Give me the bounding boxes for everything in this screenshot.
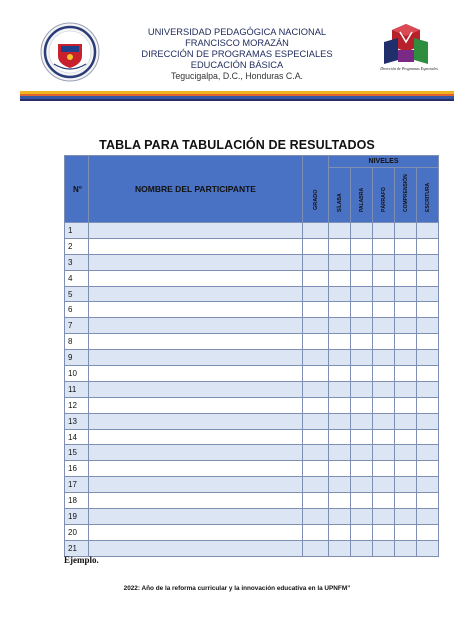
comprension-cell[interactable] [395,429,417,445]
parrafo-cell[interactable] [373,270,395,286]
column-header-name: NOMBRE DEL PARTICIPANTE [89,156,303,223]
participant-name-cell[interactable] [89,286,303,302]
table-row [65,509,439,525]
parrafo-cell[interactable] [373,223,395,239]
palabra-cell[interactable] [351,493,373,509]
color-stripe [20,99,454,102]
comprension-cell[interactable] [395,397,417,413]
page-title: TABLA PARA TABULACIÓN DE RESULTADOS [99,138,375,152]
table-row [65,366,439,382]
palabra-cell[interactable] [351,509,373,525]
results-table [64,155,439,557]
comprension-cell[interactable] [395,461,417,477]
comprension-cell[interactable] [395,493,417,509]
silaba-cell[interactable] [329,302,351,318]
header-color-stripes [20,91,454,101]
table-row [65,477,439,493]
comprension-cell[interactable] [395,509,417,525]
grado-cell[interactable] [303,540,329,556]
column-header-silaba: SÍLABA [329,168,351,223]
palabra-cell[interactable] [351,397,373,413]
participant-name-cell[interactable] [89,397,303,413]
footer-motto: 2022: Año de la reforma curricular y la innovación educativa en la UPNFM” [123,585,351,592]
row-number: 2 [65,238,89,254]
parrafo-cell[interactable] [373,302,395,318]
row-number: 12 [65,397,89,413]
silaba-cell[interactable] [329,445,351,461]
grado-cell[interactable] [303,477,329,493]
header-line-francisco: FRANCISCO MORAZÁN [185,38,289,48]
silaba-cell[interactable] [329,223,351,239]
palabra-cell[interactable] [351,318,373,334]
comprension-cell[interactable] [395,477,417,493]
parrafo-cell[interactable] [373,334,395,350]
participant-name-cell[interactable] [89,477,303,493]
palabra-cell[interactable] [351,445,373,461]
table-row [65,413,439,429]
table-row [65,397,439,413]
silaba-cell[interactable] [329,254,351,270]
row-number: 8 [65,334,89,350]
escritura-cell[interactable] [417,302,439,318]
silaba-cell[interactable] [329,350,351,366]
silaba-cell[interactable] [329,334,351,350]
escritura-cell[interactable] [417,270,439,286]
grado-cell[interactable] [303,254,329,270]
comprension-cell[interactable] [395,381,417,397]
silaba-cell[interactable] [329,397,351,413]
silaba-cell[interactable] [329,524,351,540]
comprension-cell[interactable] [395,302,417,318]
comprension-cell[interactable] [395,223,417,239]
parrafo-cell[interactable] [373,429,395,445]
parrafo-cell[interactable] [373,366,395,382]
palabra-cell[interactable] [351,540,373,556]
parrafo-cell[interactable] [373,493,395,509]
grado-cell[interactable] [303,223,329,239]
parrafo-cell[interactable] [373,238,395,254]
participant-name-cell[interactable] [89,302,303,318]
comprension-cell[interactable] [395,334,417,350]
silaba-cell[interactable] [329,429,351,445]
escritura-cell[interactable] [417,397,439,413]
palabra-cell[interactable] [351,429,373,445]
comprension-cell[interactable] [395,238,417,254]
escritura-cell[interactable] [417,413,439,429]
escritura-cell[interactable] [417,238,439,254]
table-row [65,223,439,239]
escritura-cell[interactable] [417,524,439,540]
comprension-cell[interactable] [395,524,417,540]
grado-cell[interactable] [303,366,329,382]
escritura-cell[interactable] [417,366,439,382]
palabra-cell[interactable] [351,413,373,429]
escritura-cell[interactable] [417,493,439,509]
row-number: 16 [65,461,89,477]
row-number: 7 [65,318,89,334]
participant-name-cell[interactable] [89,524,303,540]
escritura-cell[interactable] [417,461,439,477]
parrafo-cell[interactable] [373,461,395,477]
column-header-parrafo: PÁRRAFO [373,168,395,223]
table-row [65,429,439,445]
participant-name-cell[interactable] [89,318,303,334]
row-number: 14 [65,429,89,445]
palabra-cell[interactable] [351,254,373,270]
parrafo-cell[interactable] [373,445,395,461]
silaba-cell[interactable] [329,286,351,302]
header-city: Tegucigalpa, D.C., Honduras C.A. [170,71,304,81]
grado-cell[interactable] [303,286,329,302]
comprension-cell[interactable] [395,318,417,334]
table-row [65,270,439,286]
grado-cell[interactable] [303,334,329,350]
palabra-cell[interactable] [351,524,373,540]
comprension-cell[interactable] [395,413,417,429]
grado-cell[interactable] [303,350,329,366]
silaba-cell[interactable] [329,270,351,286]
grado-cell[interactable] [303,445,329,461]
table-row [65,254,439,270]
row-number: 4 [65,270,89,286]
table-row [65,445,439,461]
table-row [65,493,439,509]
silaba-cell[interactable] [329,493,351,509]
row-number: 5 [65,286,89,302]
palabra-cell[interactable] [351,270,373,286]
escritura-cell[interactable] [417,509,439,525]
grado-cell[interactable] [303,238,329,254]
grado-cell[interactable] [303,413,329,429]
participant-name-cell[interactable] [89,350,303,366]
participant-name-cell[interactable] [89,413,303,429]
grado-cell[interactable] [303,509,329,525]
column-header-niveles: NIVELES [329,156,439,168]
row-number: 18 [65,493,89,509]
row-number: 17 [65,477,89,493]
table-row [65,524,439,540]
comprension-cell[interactable] [395,540,417,556]
silaba-cell[interactable] [329,381,351,397]
grado-cell[interactable] [303,524,329,540]
palabra-cell[interactable] [351,223,373,239]
programas-especiales-logo [374,22,438,80]
grado-cell[interactable] [303,270,329,286]
programas-especiales-caption: Dirección de Programas Especiales [380,66,438,71]
silaba-cell[interactable] [329,366,351,382]
results-table-body [65,223,439,557]
escritura-cell[interactable] [417,318,439,334]
header-line-educacion: EDUCACIÓN BÁSICA [190,60,284,70]
silaba-cell[interactable] [329,318,351,334]
row-number: 3 [65,254,89,270]
escritura-cell[interactable] [417,286,439,302]
escritura-cell[interactable] [417,477,439,493]
escritura-cell[interactable] [417,540,439,556]
participant-name-cell[interactable] [89,223,303,239]
participant-name-cell[interactable] [89,334,303,350]
grado-cell[interactable] [303,493,329,509]
grado-cell[interactable] [303,461,329,477]
grado-cell[interactable] [303,381,329,397]
escritura-cell[interactable] [417,350,439,366]
parrafo-cell[interactable] [373,254,395,270]
row-number: 21 [65,540,89,556]
row-number: 20 [65,524,89,540]
palabra-cell[interactable] [351,381,373,397]
palabra-cell[interactable] [351,238,373,254]
parrafo-cell[interactable] [373,381,395,397]
participant-name-cell[interactable] [89,461,303,477]
table-row [65,461,439,477]
participant-name-cell[interactable] [89,366,303,382]
escritura-cell[interactable] [417,223,439,239]
participant-name-cell[interactable] [89,493,303,509]
comprension-cell[interactable] [395,445,417,461]
table-row [65,350,439,366]
row-number: 1 [65,223,89,239]
grado-cell[interactable] [303,302,329,318]
column-header-escritura: ESCRITURA [417,168,439,223]
grado-cell[interactable] [303,397,329,413]
grado-cell[interactable] [303,318,329,334]
header-line-direccion: DIRECCIÓN DE PROGRAMAS ESPECIALES [141,49,333,59]
row-number: 15 [65,445,89,461]
column-header-number: N° [65,156,89,223]
comprension-cell[interactable] [395,366,417,382]
parrafo-cell[interactable] [373,477,395,493]
palabra-cell[interactable] [351,350,373,366]
silaba-cell[interactable] [329,461,351,477]
table-row [65,286,439,302]
silaba-cell[interactable] [329,540,351,556]
column-header-comprension: COMPRENSIÓN [395,168,417,223]
parrafo-cell[interactable] [373,286,395,302]
example-label: Ejemplo. [64,555,99,565]
participant-name-cell[interactable] [89,540,303,556]
row-number: 6 [65,302,89,318]
escritura-cell[interactable] [417,429,439,445]
participant-name-cell[interactable] [89,270,303,286]
column-header-grado: GRADO [303,156,329,223]
column-header-palabra: PALABRA [351,168,373,223]
participant-name-cell[interactable] [89,381,303,397]
silaba-cell[interactable] [329,413,351,429]
institution-header [120,27,354,82]
participant-name-cell[interactable] [89,238,303,254]
table-row [65,318,439,334]
palabra-cell[interactable] [351,366,373,382]
parrafo-cell[interactable] [373,540,395,556]
row-number: 19 [65,509,89,525]
silaba-cell[interactable] [329,509,351,525]
row-number: 10 [65,366,89,382]
palabra-cell[interactable] [351,286,373,302]
comprension-cell[interactable] [395,286,417,302]
grado-cell[interactable] [303,429,329,445]
parrafo-cell[interactable] [373,413,395,429]
comprension-cell[interactable] [395,350,417,366]
participant-name-cell[interactable] [89,429,303,445]
table-row [65,381,439,397]
palabra-cell[interactable] [351,334,373,350]
participant-name-cell[interactable] [89,509,303,525]
comprension-cell[interactable] [395,254,417,270]
palabra-cell[interactable] [351,461,373,477]
table-row [65,334,439,350]
parrafo-cell[interactable] [373,524,395,540]
row-number: 11 [65,381,89,397]
table-row [65,302,439,318]
participant-name-cell[interactable] [89,445,303,461]
row-number: 13 [65,413,89,429]
silaba-cell[interactable] [329,238,351,254]
table-row [65,238,439,254]
participant-name-cell[interactable] [89,254,303,270]
table-row [65,540,439,556]
palabra-cell[interactable] [351,302,373,318]
header-line-university: UNIVERSIDAD PEDAGÓGICA NACIONAL [147,27,327,37]
escritura-cell[interactable] [417,254,439,270]
university-seal-logo [40,22,100,82]
parrafo-cell[interactable] [373,318,395,334]
palabra-cell[interactable] [351,477,373,493]
row-number: 9 [65,350,89,366]
parrafo-cell[interactable] [373,350,395,366]
silaba-cell[interactable] [329,477,351,493]
comprension-cell[interactable] [395,270,417,286]
escritura-cell[interactable] [417,381,439,397]
escritura-cell[interactable] [417,334,439,350]
escritura-cell[interactable] [417,445,439,461]
parrafo-cell[interactable] [373,509,395,525]
parrafo-cell[interactable] [373,397,395,413]
